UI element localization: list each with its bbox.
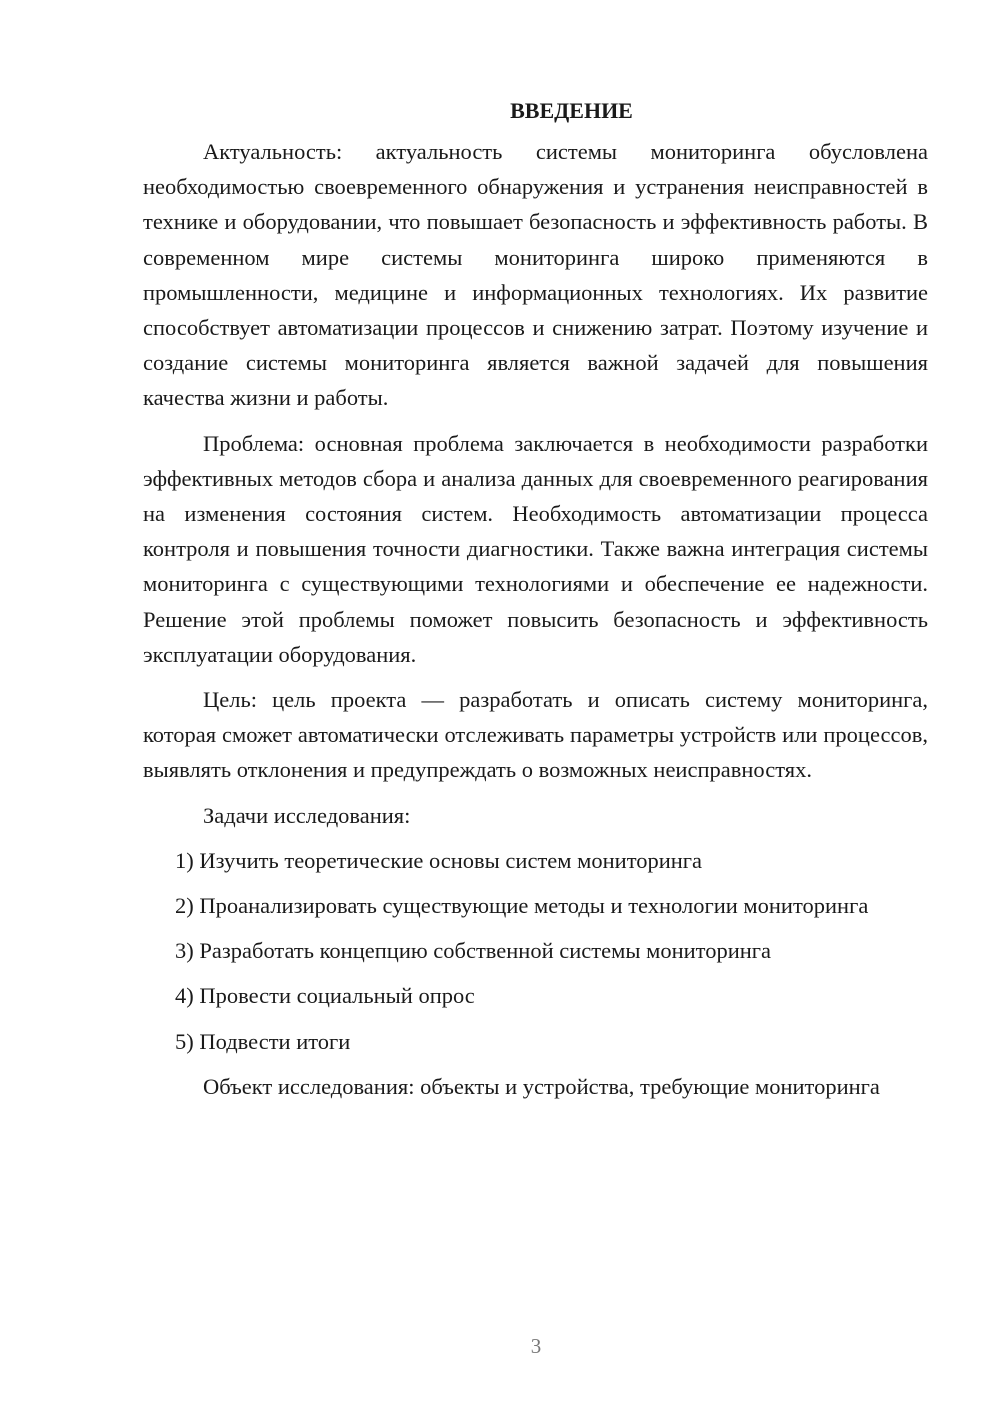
page-content <box>143 93 928 1114</box>
tasks-heading: Задачи исследования: <box>203 802 411 828</box>
relevance-paragraph: Актуальность: актуальность системы мониторинга обусловлена необходимостью своевременного обнаружения и устранения неисправностей в технике и оборудовании, что повышает безопасность и эффективность работы. В современном мире системы мониторинга широко применяются в промышленности, медицине и информационных технологиях. Их развитие способствует автоматизации процессов и снижению затрат. Поэтому изучение и создание системы мониторинга является важной задачей для повышения качества жизни и работы. <box>143 139 928 411</box>
page-number: 3 <box>530 1334 542 1358</box>
object-paragraph: Объект исследования: объекты и устройства, требующие мониторинга <box>203 1073 880 1099</box>
task-item: 3) Разработать концепцию собственной системы мониторинга <box>175 938 771 964</box>
task-item: 5) Подвести итоги <box>175 1028 351 1054</box>
task-item: 4) Провести социальный опрос <box>175 983 475 1009</box>
section-title: ВВЕДЕНИЕ <box>510 98 633 123</box>
problem-paragraph: Проблема: основная проблема заключается в необходимости разработки эффективных методов сбора и анализа данных для своевременного реагирования на изменения состояния систем. Необходимость автоматизации процесса контроля и повышения точности диагностики. Также важна интеграция системы мониторинга с существующими технологиями и обеспечение ее надежности. Решение этой проблемы поможет повысить безопасность и эффективность эксплуатации оборудования. <box>143 430 928 667</box>
goal-paragraph: Цель: цель проекта — разработать и описать систему мониторинга, которая сможет автоматически отслеживать параметры устройств или процессов, выявлять отклонения и предупреждать о возможных неисправностях. <box>143 687 928 783</box>
task-item: 1) Изучить теоретические основы систем мониторинга <box>175 847 703 873</box>
task-item: 2) Проанализировать существующие методы и технологии мониторинга <box>175 893 869 919</box>
